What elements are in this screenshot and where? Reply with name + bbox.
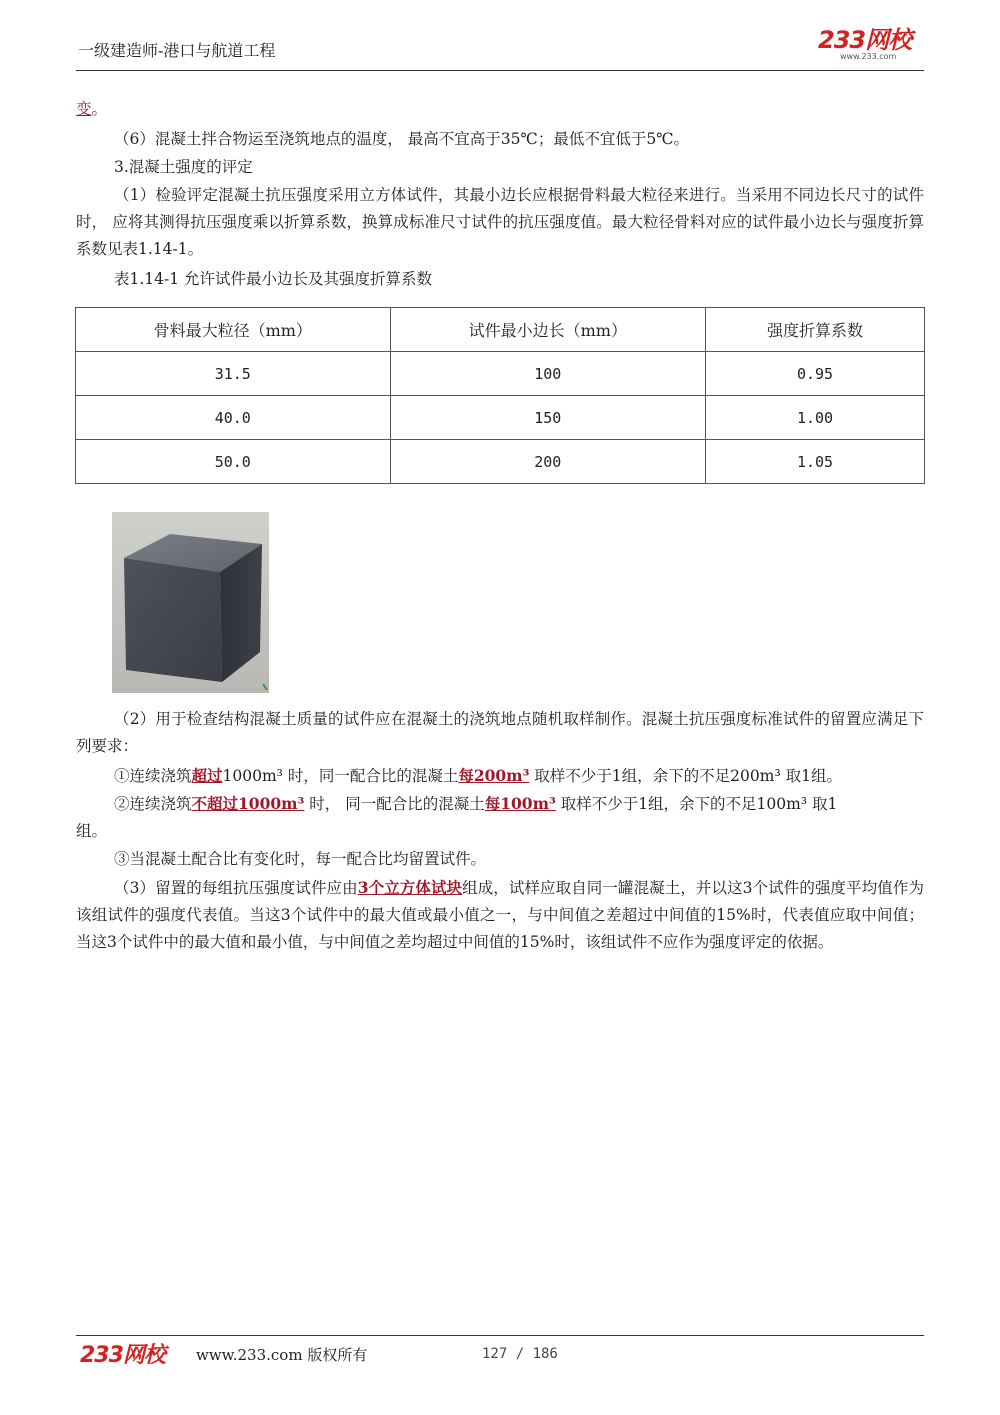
highlight-text: 超过	[191, 766, 223, 785]
header-divider	[76, 70, 924, 71]
highlight-text: 每100m³	[484, 794, 556, 813]
data-table	[75, 307, 925, 484]
table-header-row	[76, 308, 925, 352]
table-cell: 100	[390, 352, 706, 396]
text-segment: 。	[91, 100, 108, 118]
text-segment: 组成，试样应取自同一罐混凝土，并以这3个试件的强度平均值作为该组试件的强度代表值。当这3个试件中的最大值或最小值之一，与中间值之差超过中间值的15%时，代表值应取中间值；当这3个试件中的最大值和最小值，与中间值之差均超过中间值的15%时，该组试件不应作为强度评定的依据。	[76, 879, 924, 951]
text-segment: （3）留置的每组抗压强度试件应由	[114, 879, 358, 897]
section-heading: 3.混凝土强度的评定	[114, 158, 253, 176]
text-segment: 1000m³ 时，同一配合比的混凝土	[222, 767, 459, 785]
requirement-item-2-cont: 组。	[76, 822, 108, 840]
highlight-text: 每200m³	[458, 766, 530, 785]
continued-line	[76, 96, 107, 123]
text-segment: 取样不少于1组，余下的不足200m³ 取1组。	[529, 767, 842, 785]
table-cell: 150	[390, 396, 706, 440]
header-title: 一级建造师-港口与航道工程	[78, 41, 276, 60]
text-segment: 取样不少于1组，余下的不足100m³ 取1	[555, 795, 838, 813]
table-header-cell: 强度折算系数	[706, 308, 925, 352]
logo-subtext: www.233.com	[840, 52, 897, 61]
paragraph-3	[76, 874, 924, 956]
requirement-item-2	[114, 790, 837, 818]
table-cell: 0.95	[706, 352, 925, 396]
table-caption: 表1.14-1 允许试件最小边长及其强度折算系数	[114, 270, 433, 288]
table-row	[76, 352, 925, 396]
text-segment: 时， 同一配合比的混凝土	[304, 795, 485, 813]
highlight-text: 不超过1000m³	[191, 794, 305, 813]
footer-copyright: www.233.com 版权所有	[196, 1346, 368, 1364]
footer-divider	[76, 1335, 924, 1336]
text-segment: ①连续浇筑	[114, 767, 192, 785]
table-cell: 50.0	[76, 440, 391, 484]
table-header-cell: 试件最小边长（mm）	[390, 308, 706, 352]
highlight-text: 变	[76, 100, 92, 118]
text-segment: ②连续浇筑	[114, 795, 192, 813]
brand-logo	[818, 28, 922, 66]
table-cell: 1.00	[706, 396, 925, 440]
table-cell: 40.0	[76, 396, 391, 440]
footer-logo: 233网校	[80, 1343, 165, 1368]
table-header-cell: 骨料最大粒径（mm）	[76, 308, 391, 352]
requirement-item-1	[114, 762, 842, 790]
paragraph-1: （1）检验评定混凝土抗压强度采用立方体试件，其最小边长应根据骨料最大粒径来进行。当采用不同边长尺寸的试件时， 应将其测得抗压强度乘以折算系数，换算成标准尺寸试件的抗压强度值。最大粒径骨料对应的试件最小边长与强度折算系数见表1.14-1。	[76, 186, 924, 258]
table-cell: 200	[390, 440, 706, 484]
requirement-item-3: ③当混凝土配合比有变化时，每一配合比均留置试件。	[114, 850, 487, 868]
page-number: 127 / 186	[482, 1346, 558, 1362]
table-row	[76, 396, 925, 440]
highlight-text: 3个立方体试块	[357, 878, 463, 897]
logo-text: 233网校	[818, 26, 912, 54]
paragraph-2: （2）用于检查结构混凝土质量的试件应在混凝土的浇筑地点随机取样制作。混凝土抗压强度标准试件的留置应满足下列要求：	[76, 710, 924, 755]
table-row	[76, 440, 925, 484]
concrete-cube-photo	[112, 512, 269, 693]
table-cell: 31.5	[76, 352, 391, 396]
paragraph-6: （6）混凝土拌合物运至浇筑地点的温度， 最高不宜高于35℃；最低不宜低于5℃。	[114, 130, 690, 148]
table-cell: 1.05	[706, 440, 925, 484]
